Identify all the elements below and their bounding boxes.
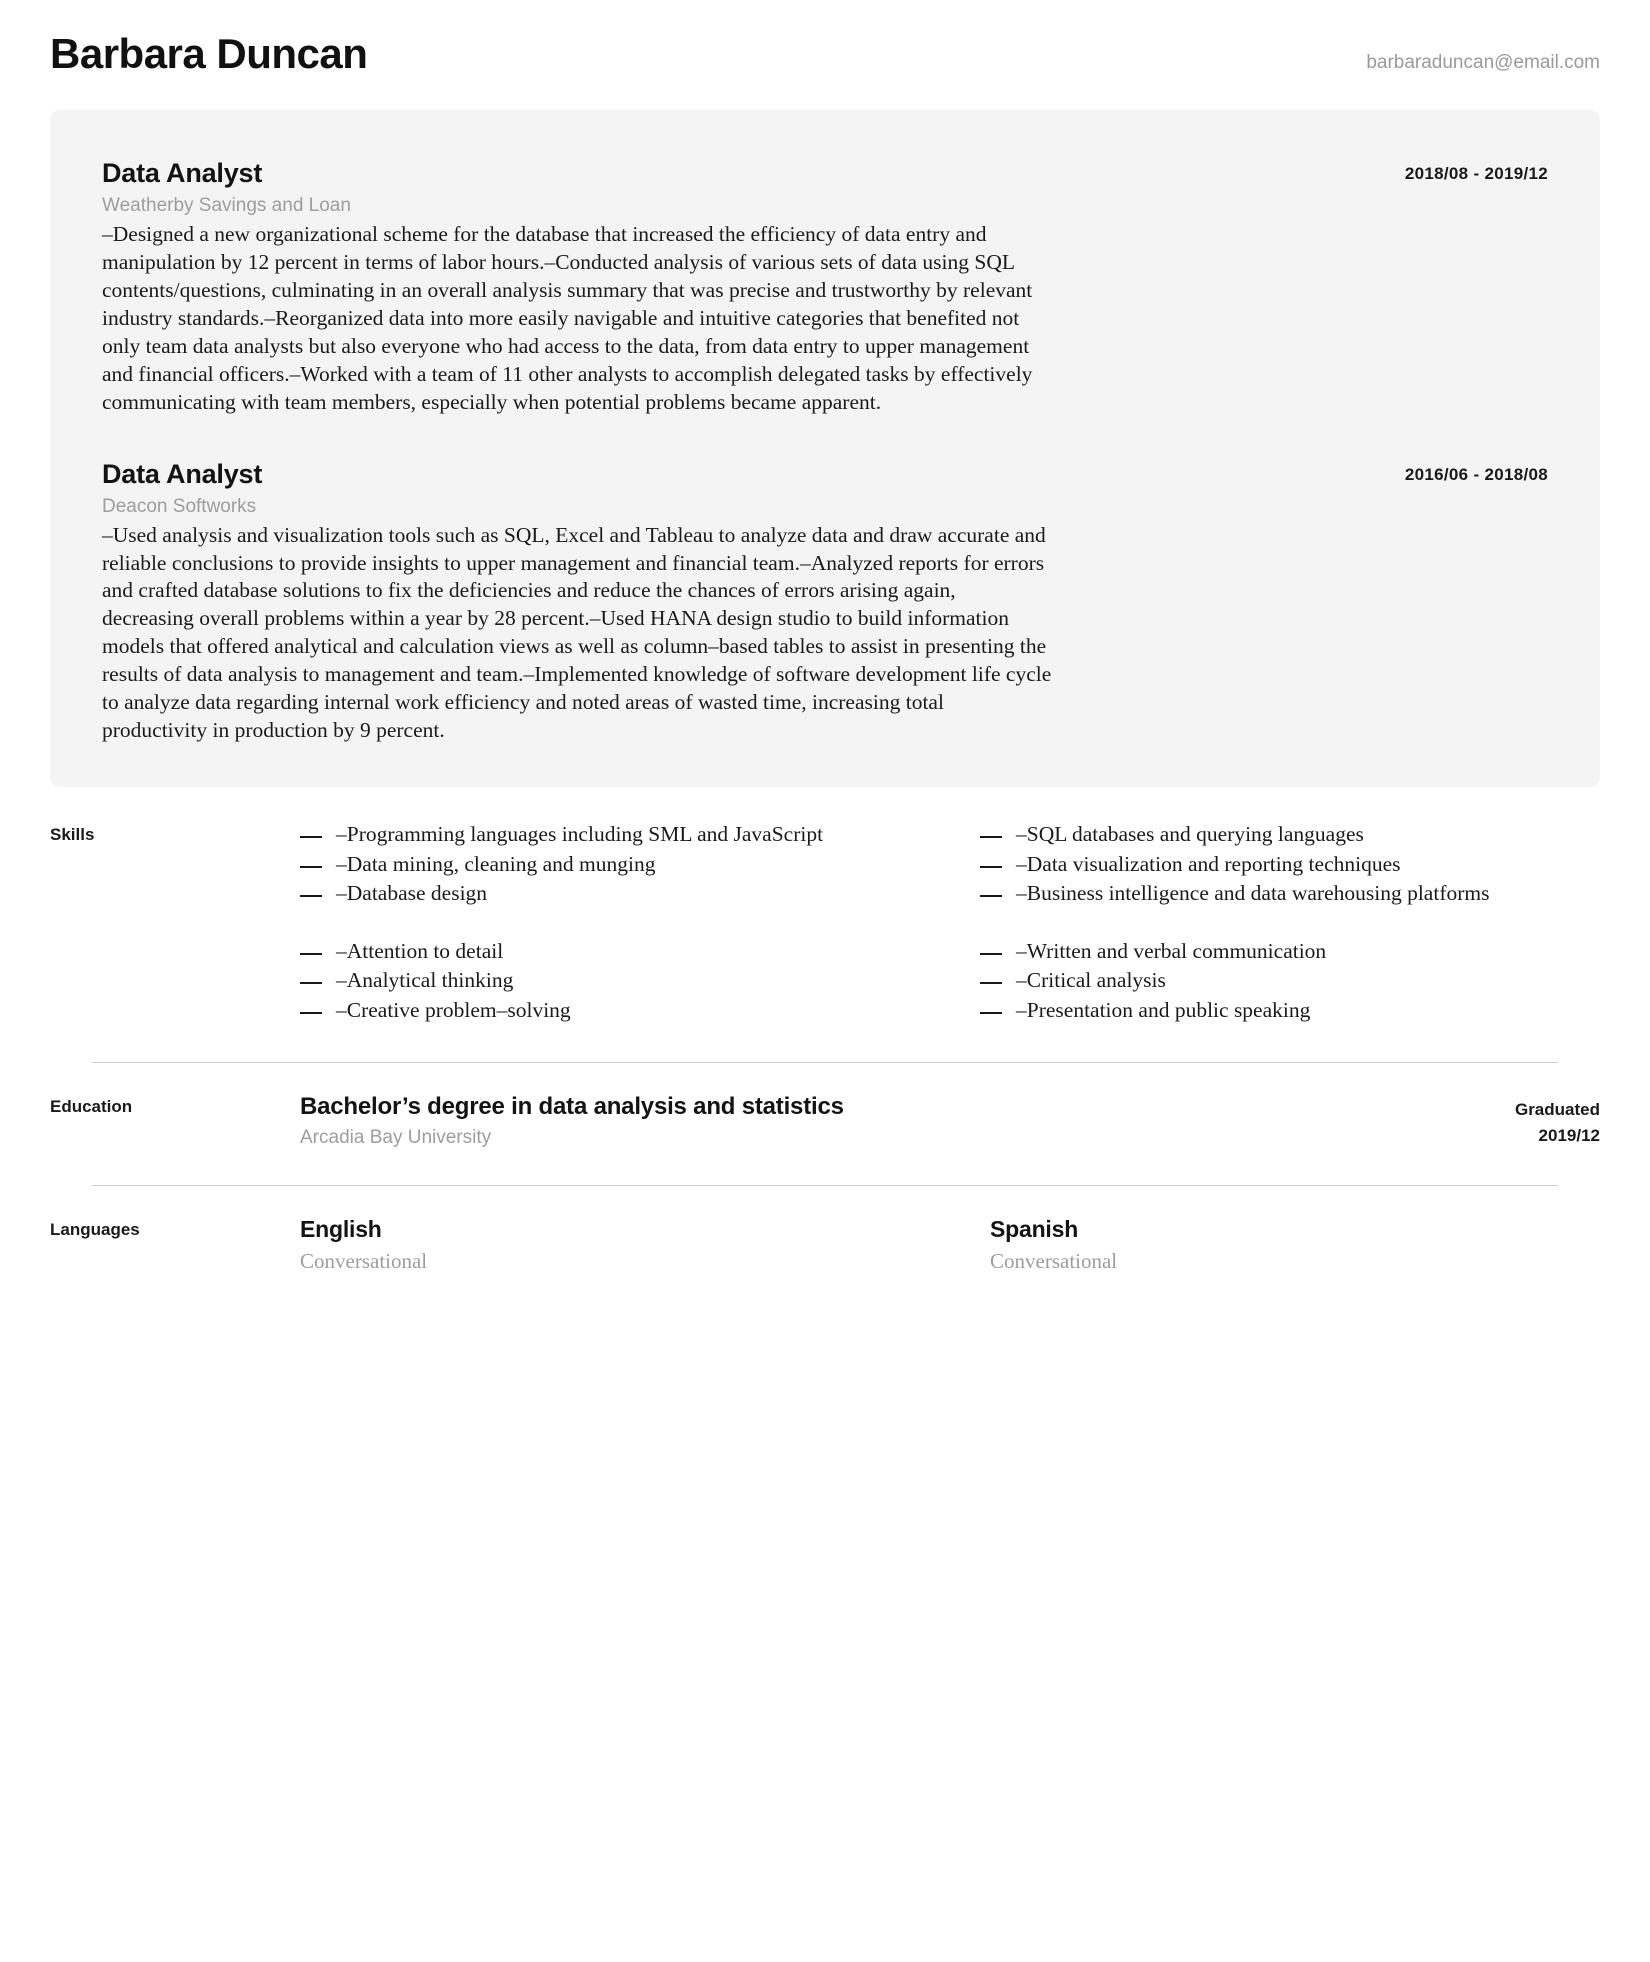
language-level: Conversational xyxy=(990,1249,1118,1274)
skill-text: –Business intelligence and data warehousing platforms xyxy=(1016,881,1490,906)
contact-email: barbaraduncan@email.com xyxy=(1366,52,1600,73)
skill-text: –Critical analysis xyxy=(1016,968,1166,993)
language-item xyxy=(300,1216,950,1274)
job-description: –Designed a new organizational scheme for the database that increased the efficiency of data entry and manipulation by 12 percent in terms of labor hours.–Conducted analysis of various sets of data using SQL contents/questions, culminating in an overall analysis summary that was precise and trustworthy by relevant industry standards.–Reorganized data into more easily navigable and intuitive categories that benefited not only team data analysts but also everyone who had access to the data, from data entry to upper management and financial officers.–Worked with a team of 11 other analysts to accomplish delegated tasks by effectively communicating with team members, especially when potential problems became apparent. xyxy=(102,222,1038,414)
skill-text: –Creative problem–solving xyxy=(336,997,571,1022)
dash-icon xyxy=(980,836,1002,838)
job-title: Data Analyst xyxy=(102,458,263,489)
dash-icon xyxy=(300,895,322,897)
experience-item-body xyxy=(102,158,1052,417)
skill-group xyxy=(980,821,1620,908)
skill-text: –Programming languages including SML and JavaScript xyxy=(336,822,824,847)
job-description: –Used analysis and visualization tools such as SQL, Excel and Tableau to analyze data and draw accurate and reliable conclusions to provide insights to upper management and financial team.–Analyzed reports for errors and crafted database solutions to fix the deficiencies and reduce the chances of errors arising again, decreasing overall problems within a year by 28 percent.–Used HANA design studio to build information models that offered analytical and calculation views as well as column–based tables to assist in presenting the results of data analysis to management and team.–Implemented knowledge of software development life cycle to analyze data regarding internal work efficiency and noted areas of wasted time, increasing total productivity in production by 9 percent. xyxy=(102,522,1057,743)
job-dates: 2018/08 - 2019/12 xyxy=(1404,164,1548,183)
languages-label: Languages xyxy=(50,1220,140,1240)
skills-columns xyxy=(300,821,1620,1026)
list-item xyxy=(980,997,1620,1025)
language-item xyxy=(990,1216,1640,1274)
skill-group xyxy=(300,938,940,1025)
list-item xyxy=(980,880,1620,908)
list-item xyxy=(300,851,940,879)
skill-text: –Attention to detail xyxy=(336,938,504,963)
dash-icon xyxy=(980,866,1002,868)
language-level: Conversational xyxy=(300,1249,428,1274)
dash-icon xyxy=(300,866,322,868)
list-item xyxy=(300,938,940,966)
dash-icon xyxy=(980,953,1002,955)
education-date: 2019/12 xyxy=(1538,1125,1600,1145)
skills-section xyxy=(40,821,1610,1026)
dash-icon xyxy=(980,982,1002,984)
education-section xyxy=(40,1093,1610,1149)
education-status-text: Graduated xyxy=(1514,1100,1600,1120)
experience-item xyxy=(102,158,1548,417)
education-label: Education xyxy=(50,1097,133,1117)
skill-text: –Data mining, cleaning and munging xyxy=(336,851,656,876)
skill-text: –Data visualization and reporting techniques xyxy=(1016,851,1401,876)
skill-text: –Presentation and public speaking xyxy=(1016,997,1311,1022)
job-title: Data Analyst xyxy=(102,158,263,188)
dash-icon xyxy=(980,895,1002,897)
divider xyxy=(92,1062,1558,1063)
dash-icon xyxy=(300,982,322,984)
job-company: Deacon Softworks xyxy=(102,495,257,517)
list-item xyxy=(300,880,940,908)
languages-columns xyxy=(300,1216,1640,1274)
divider xyxy=(92,1185,1558,1186)
language-name: English xyxy=(300,1216,382,1243)
dash-icon xyxy=(300,953,322,955)
skills-column xyxy=(980,821,1620,1026)
page-title: Barbara Duncan xyxy=(50,30,368,77)
skills-label: Skills xyxy=(50,825,95,845)
skill-group xyxy=(300,821,940,908)
list-item xyxy=(300,967,940,995)
languages-section xyxy=(40,1216,1610,1334)
education-school: Arcadia Bay University xyxy=(300,1127,492,1149)
job-dates: 2016/06 - 2018/08 xyxy=(1404,464,1548,484)
education-item xyxy=(300,1093,1515,1149)
list-item xyxy=(980,938,1620,966)
skill-text: –SQL databases and querying languages xyxy=(1016,822,1364,847)
list-item xyxy=(980,851,1620,879)
dash-icon xyxy=(300,836,322,838)
education-degree: Bachelor’s degree in data analysis and statistics xyxy=(300,1093,844,1121)
dash-icon xyxy=(980,1012,1002,1014)
education-status xyxy=(1515,1093,1600,1148)
list-item xyxy=(300,821,940,849)
skill-text: –Database design xyxy=(336,881,488,906)
list-item xyxy=(980,967,1620,995)
skill-text: –Analytical thinking xyxy=(336,968,514,993)
list-item xyxy=(300,997,940,1025)
experience-item-body xyxy=(102,458,1057,746)
language-name: Spanish xyxy=(990,1216,1079,1243)
experience-item xyxy=(102,459,1548,746)
skills-column xyxy=(300,821,940,1026)
dash-icon xyxy=(300,1012,322,1014)
experience-section xyxy=(50,110,1600,787)
list-item xyxy=(980,821,1620,849)
skill-group xyxy=(980,938,1620,1025)
resume-header xyxy=(40,0,1610,100)
skill-text: –Written and verbal communication xyxy=(1016,938,1327,963)
job-company: Weatherby Savings and Loan xyxy=(102,195,351,216)
